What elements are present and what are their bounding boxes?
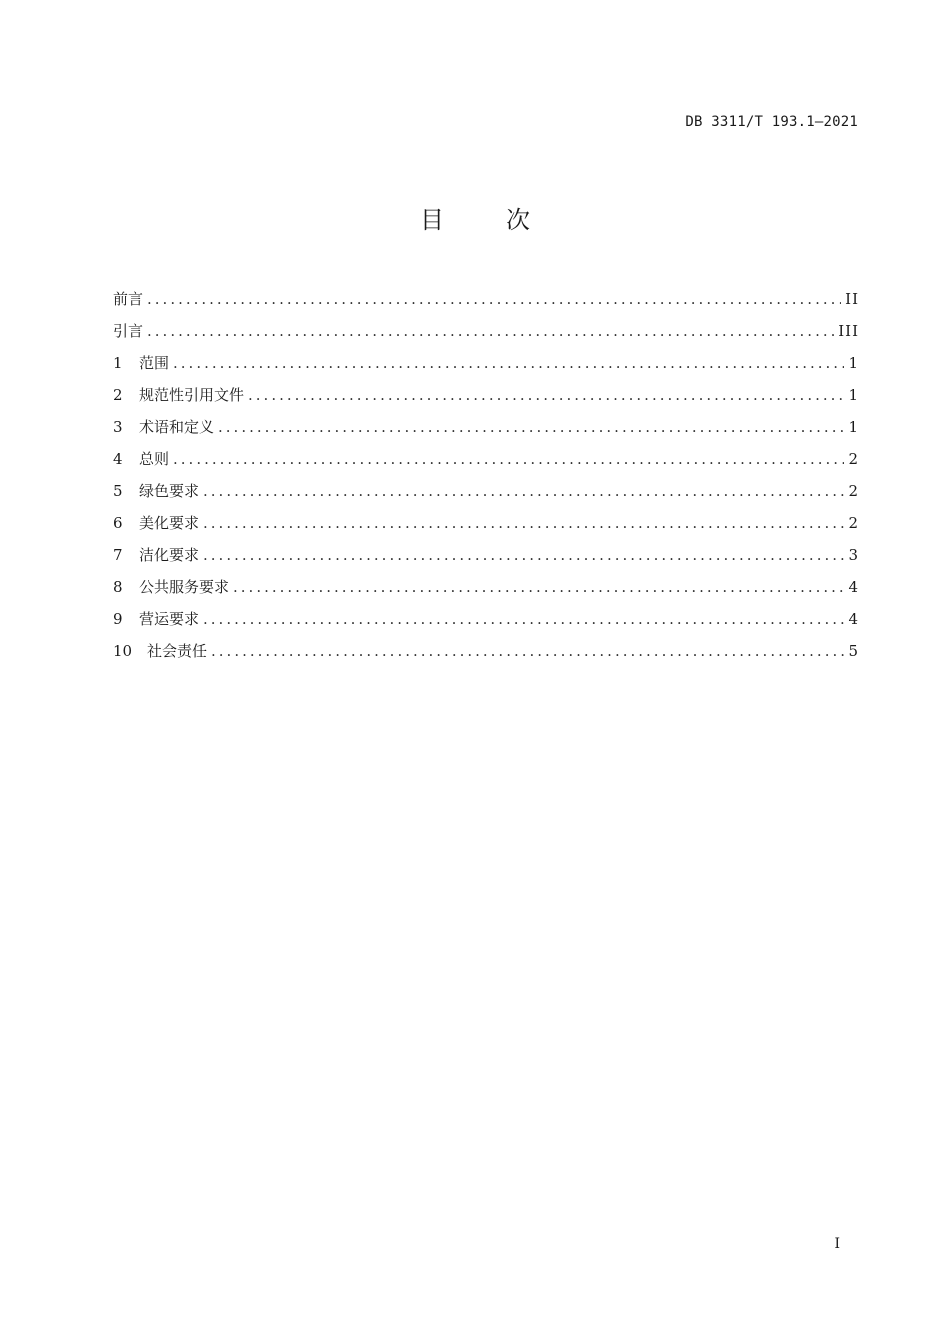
toc-entry-label: 社会责任	[147, 642, 208, 660]
toc-entry-number: 4	[113, 450, 123, 468]
toc-entry-page: 5	[848, 642, 859, 660]
toc-leader-dots	[203, 542, 844, 568]
toc-leader-dots	[203, 510, 844, 536]
toc-entry-page: II	[845, 290, 859, 308]
toc-entry-page: III	[838, 322, 859, 340]
toc-entry-page: 4	[848, 610, 859, 628]
toc-entry-number: 9	[113, 610, 123, 628]
toc-leader-dots	[173, 446, 844, 472]
toc-entry-number: 8	[113, 578, 123, 596]
toc-entry-page: 1	[848, 354, 859, 372]
toc-leader-dots	[147, 286, 841, 312]
toc-leader-dots	[233, 574, 844, 600]
toc-leader-dots	[147, 318, 834, 344]
toc-entry-foreword[interactable]	[113, 286, 859, 318]
toc-entry-number: 6	[113, 514, 123, 532]
toc-title	[0, 200, 950, 235]
toc-entry-label: 总则	[139, 450, 170, 468]
toc-entry-9[interactable]	[113, 606, 859, 638]
toc-entry-number: 1	[113, 354, 123, 372]
toc-entry-label: 前言	[113, 290, 144, 308]
toc-title-char-2: 次	[506, 206, 530, 234]
toc-entry-number: 10	[113, 642, 133, 660]
toc-leader-dots	[203, 478, 844, 504]
toc-entry-7[interactable]	[113, 542, 859, 574]
toc-entry-2[interactable]	[113, 382, 859, 414]
toc-leader-dots	[218, 414, 844, 440]
toc-entry-page: 4	[848, 578, 859, 596]
toc-entry-label: 范围	[139, 354, 170, 372]
toc-title-char-1: 目	[420, 206, 444, 234]
toc-entry-page: 2	[848, 482, 859, 500]
toc-entry-number: 7	[113, 546, 123, 564]
toc-entry-page: 3	[848, 546, 859, 564]
toc-entry-introduction[interactable]	[113, 318, 859, 350]
toc-entry-label: 美化要求	[139, 514, 200, 532]
toc-entry-number: 5	[113, 482, 123, 500]
toc-entry-10[interactable]	[113, 638, 859, 670]
toc-entry-label: 引言	[113, 322, 144, 340]
document-code: DB 3311/T 193.1—2021	[685, 114, 858, 130]
toc-entry-4[interactable]	[113, 446, 859, 478]
toc-entry-label: 营运要求	[139, 610, 200, 628]
toc-entry-1[interactable]	[113, 350, 859, 382]
toc-entry-page: 1	[848, 386, 859, 404]
toc-leader-dots	[211, 638, 844, 664]
toc-entry-page: 2	[848, 514, 859, 532]
toc-entry-8[interactable]	[113, 574, 859, 606]
toc-entry-page: 1	[848, 418, 859, 436]
toc-entry-number: 3	[113, 418, 123, 436]
toc-entry-3[interactable]	[113, 414, 859, 446]
toc-entry-label: 术语和定义	[139, 418, 215, 436]
toc-leader-dots	[173, 350, 844, 376]
toc-entry-page: 2	[848, 450, 859, 468]
toc-entry-label: 公共服务要求	[139, 578, 230, 596]
toc-entry-label: 洁化要求	[139, 546, 200, 564]
toc-list	[113, 286, 859, 670]
toc-leader-dots	[248, 382, 844, 408]
toc-entry-label: 规范性引用文件	[139, 386, 245, 404]
toc-entry-label: 绿色要求	[139, 482, 200, 500]
toc-entry-6[interactable]	[113, 510, 859, 542]
toc-entry-5[interactable]	[113, 478, 859, 510]
toc-leader-dots	[203, 606, 844, 632]
page-number: I	[834, 1236, 840, 1252]
toc-entry-number: 2	[113, 386, 123, 404]
